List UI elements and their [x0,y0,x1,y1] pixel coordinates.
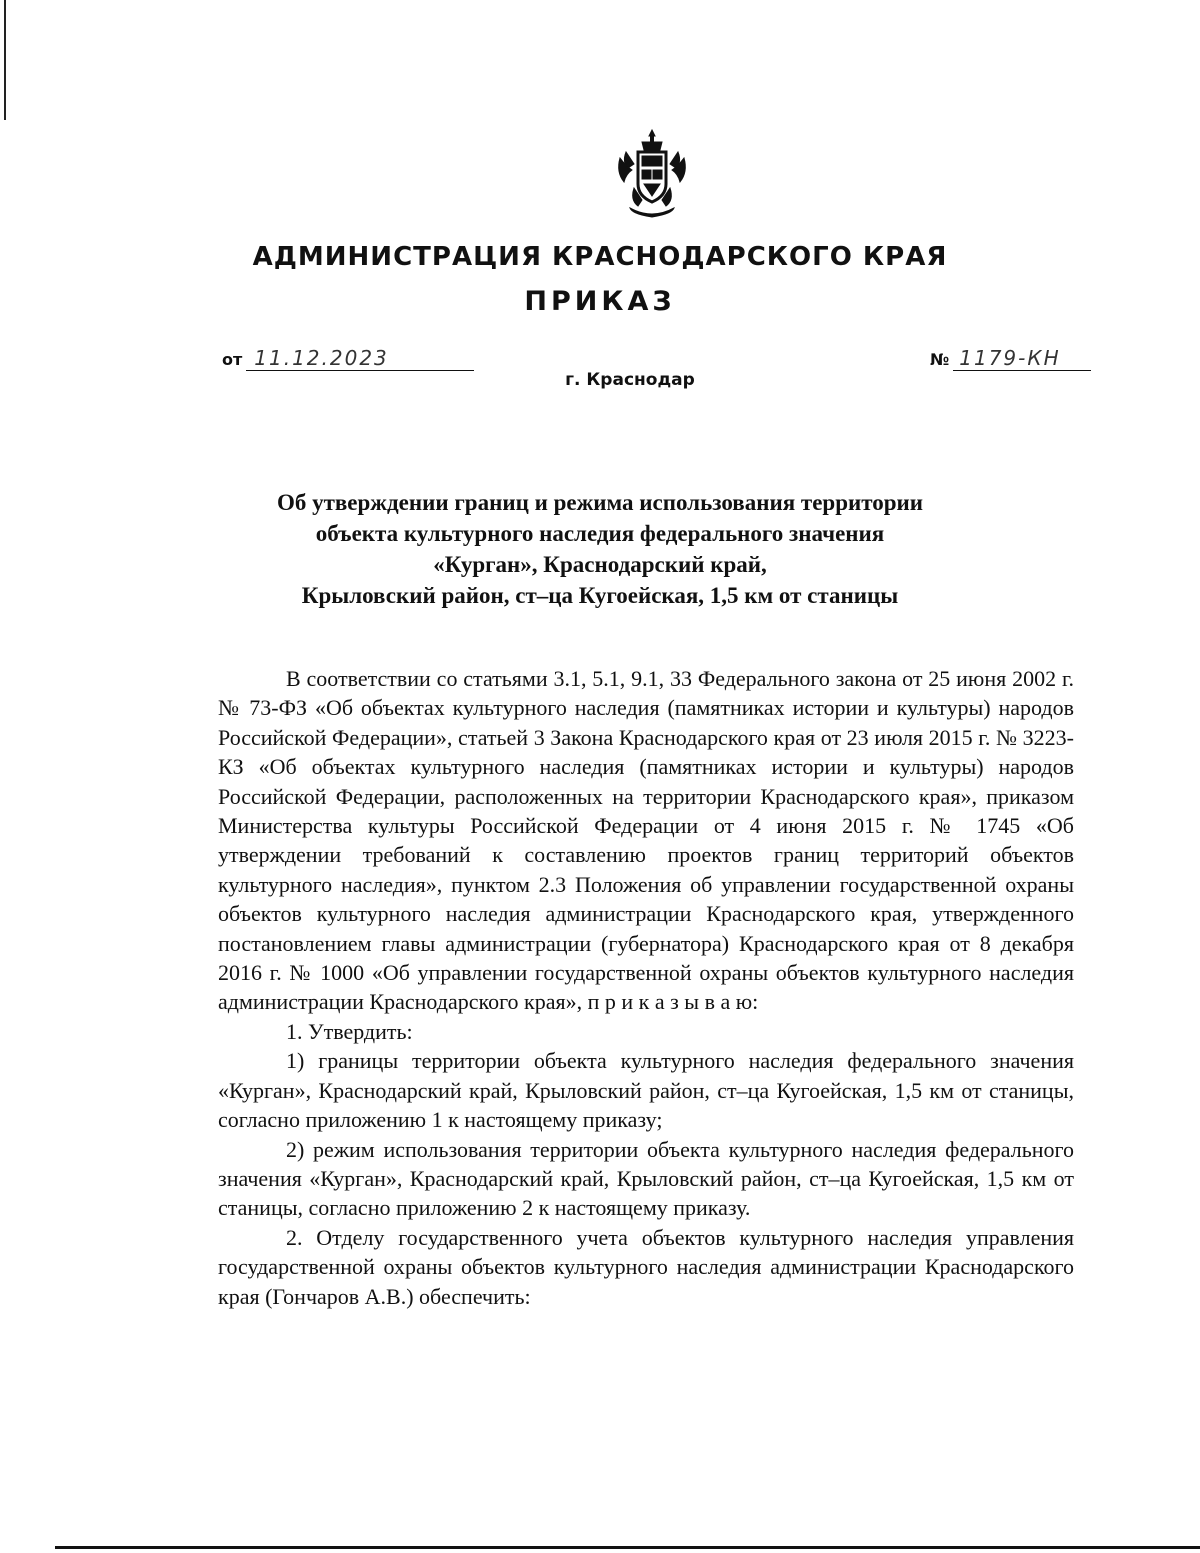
document-type: ПРИКАЗ [524,286,676,317]
date-label: от [222,350,243,369]
document-body [218,664,1074,1311]
date-value: 11.12.2023 [246,346,474,371]
coat-of-arms-icon [612,128,692,220]
title-line: Об утверждении границ и режима использования территории [276,490,924,515]
title-line: «Курган», Краснодарский край, [433,552,767,577]
date-row [222,346,474,376]
title-line: Крыловский район, ст–ца Кугоейская, 1,5 км от станицы [301,583,899,608]
document-title [200,487,1000,611]
title-line: объекта культурного наследия федерального значения [315,521,885,546]
number-value: 1179-КН [953,346,1091,371]
body-paragraph: 2) режим использования территории объекта культурного наследия федерального значения «Курган», Краснодарский край, Крыловский район, ст–ца Кугоейская, 1,5 км от станицы, согласно приложению 2 к настоящему приказу. [218,1136,1074,1221]
body-paragraph: 2. Отделу государственного учета объектов культурного наследия управления государственной охраны объектов культурного наследия администрации Краснодарского края (Гончаров А.В.) обеспечить: [218,1224,1074,1309]
city: г. Краснодар [565,370,695,390]
scan-edge-bottom [55,1546,1200,1549]
organization-name: АДМИНИСТРАЦИЯ КРАСНОДАРСКОГО КРАЯ [252,242,948,272]
body-paragraph: 1) границы территории объекта культурного наследия федерального значения «Курган», Краснодарский край, Крыловский район, ст–ца Кугоейская, 1,5 км от станицы, согласно приложению 1 к настоящему приказу; [218,1048,1074,1133]
number-row [930,346,1091,376]
scan-edge-left [4,0,6,120]
body-paragraph: В соответствии со статьями 3.1, 5.1, 9.1, 33 Федерального закона от 25 июня 2002 г. № 73-ФЗ «Об объектах культурного наследия (памятниках истории и культуры) народов Российской Федерации», статьей 3 Закона Краснодарского края от 23 июля 2015 г. № 3223-КЗ «Об объектах культурного наследия (памятниках истории и культуры) народов Российской Федерации, расположенных на территории Краснодарского края», приказом Министерства культуры Российской Федерации от 4 июня 2015 г. № 1745 «Об утверждении требований к составлению проектов границ территорий объектов культурного наследия», пунктом 2.3 Положения об управлении государственной охраны объектов культурного наследия администрации Краснодарского края, утвержденного постановлением главы администрации (губернатора) Краснодарского края от 8 декабря 2016 г. № 1000 «Об управлении государственной охраны объектов культурного наследия администрации Краснодарского края», п р и к а з ы в а ю: [218,666,1074,1015]
body-paragraph: 1. Утвердить: [286,1018,413,1044]
number-label: № [930,350,950,369]
